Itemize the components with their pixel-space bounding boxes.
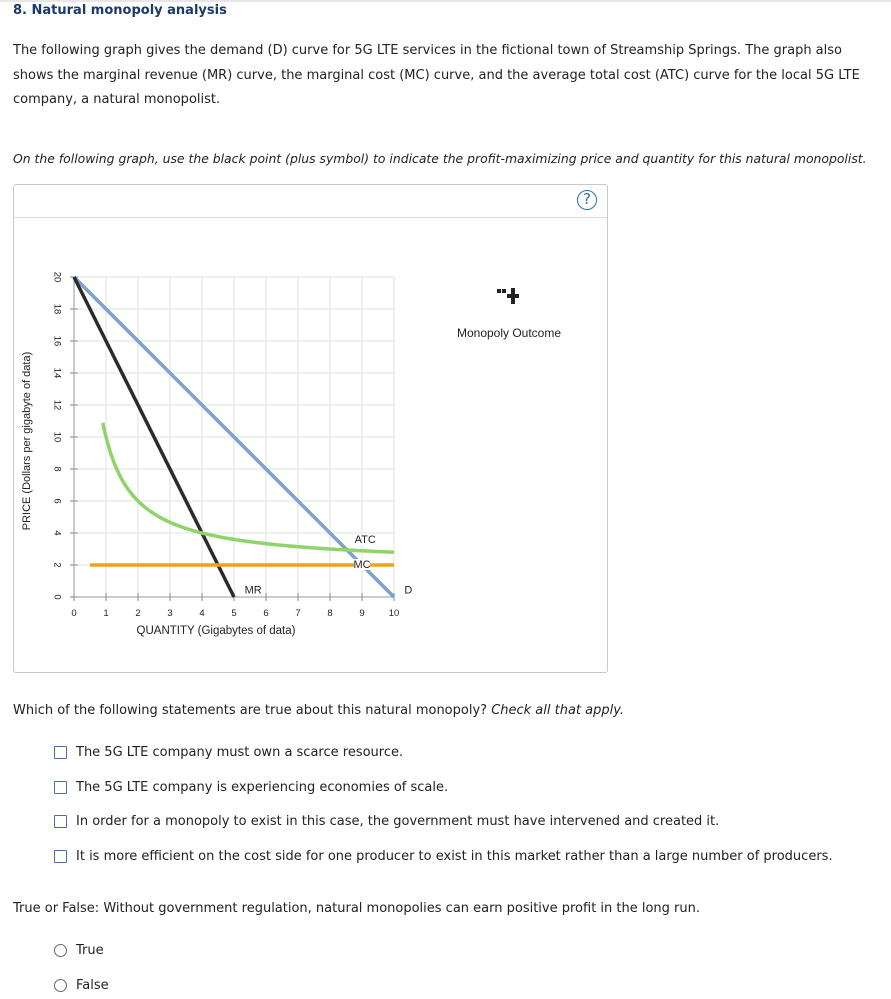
checkbox-icon[interactable] — [54, 815, 67, 828]
x-tick-label: 4 — [199, 608, 205, 619]
x-tick-label: 6 — [263, 608, 269, 619]
monopoly-outcome-tool[interactable] — [497, 288, 519, 304]
question-hint: Check all that apply. — [491, 703, 625, 718]
checkbox-icon[interactable] — [54, 850, 67, 863]
y-axis-title: PRICE (Dollars per gigabyte of data) — [21, 351, 33, 531]
x-tick-label: 5 — [231, 608, 237, 619]
true-false-question: True or False: Without government regulation, natural monopolies can earn positive profit in the long run. — [13, 901, 701, 916]
series-label-atc: ATC — [354, 534, 376, 547]
x-tick-label: 9 — [359, 608, 365, 619]
x-tick-label: 1 — [103, 608, 109, 619]
y-tick-label: 10 — [51, 431, 63, 443]
question-text: Which of the following statements are true about this natural monopoly? — [13, 703, 488, 718]
statement-option[interactable] — [54, 778, 448, 796]
top-divider — [0, 0, 891, 2]
radio-icon[interactable] — [54, 944, 67, 957]
x-tick-label: 2 — [135, 608, 141, 619]
intro-paragraph: The following graph gives the demand (D) curve for 5G LTE services in the fictional town of Streamship Springs. The graph also shows the marginal revenue (MR) curve, the marginal cost (MC) curve, and the average total cost (ATC) curve for the local 5G LTE company, a natural monopolist. — [13, 43, 860, 107]
option-label: In order for a monopoly to exist in this case, the government must have intervened and created it. — [76, 813, 720, 829]
y-tick-label: 2 — [51, 562, 63, 568]
option-label: The 5G LTE company is experiencing economies of scale. — [76, 779, 449, 795]
x-tick-label: 10 — [388, 608, 400, 619]
chart-labels — [21, 272, 412, 637]
x-tick-label: 8 — [327, 608, 333, 619]
series-label-mr: MR — [244, 584, 262, 597]
question-heading: 8. Natural monopoly analysis — [13, 3, 227, 18]
statement-option[interactable] — [54, 743, 403, 761]
radio-option-true[interactable] — [54, 941, 104, 959]
black-plus-point-icon[interactable] — [507, 288, 519, 304]
y-tick-label: 16 — [51, 335, 63, 347]
help-icon[interactable]: ? — [577, 190, 597, 210]
series-label-mc: MC — [353, 559, 371, 571]
graph-panel — [13, 184, 608, 673]
tool-dot-icon — [502, 289, 506, 293]
y-tick-label: 6 — [51, 498, 63, 504]
y-tick-label: 0 — [51, 594, 63, 600]
radio-label: True — [76, 942, 104, 958]
statement-option[interactable] — [54, 847, 833, 865]
radio-label: False — [76, 977, 109, 993]
checkbox-icon[interactable] — [54, 746, 67, 759]
radio-option-false[interactable] — [54, 976, 109, 994]
y-tick-label: 8 — [51, 466, 63, 472]
radio-icon[interactable] — [54, 979, 67, 992]
y-tick-label: 20 — [51, 271, 63, 283]
graph-instruction: On the following graph, use the black point (plus symbol) to indicate the profit-maximizing price and quantity for this natural monopolist. — [13, 151, 867, 166]
option-label: It is more efficient on the cost side for one producer to exist in this market rather than a large number of producers. — [76, 848, 833, 864]
y-tick-label: 18 — [51, 303, 63, 315]
checkbox-icon[interactable] — [54, 781, 67, 794]
y-tick-label: 14 — [51, 367, 63, 379]
y-tick-label: 12 — [51, 399, 63, 411]
chart-axes — [70, 277, 394, 601]
statement-option[interactable] — [54, 812, 719, 830]
multi-select-question — [13, 703, 624, 718]
monopoly-outcome-label: Monopoly Outcome — [456, 326, 562, 340]
x-tick-label: 3 — [167, 608, 173, 619]
x-tick-label: 0 — [71, 608, 77, 619]
tool-dot-icon — [497, 289, 501, 293]
x-axis-title: QUANTITY (Gigabytes of data) — [136, 625, 296, 637]
y-tick-label: 4 — [51, 530, 63, 536]
x-tick-label: 7 — [295, 608, 301, 619]
monopoly-chart — [14, 185, 609, 674]
series-label-d: D — [404, 584, 413, 597]
option-label: The 5G LTE company must own a scarce resource. — [76, 744, 404, 760]
